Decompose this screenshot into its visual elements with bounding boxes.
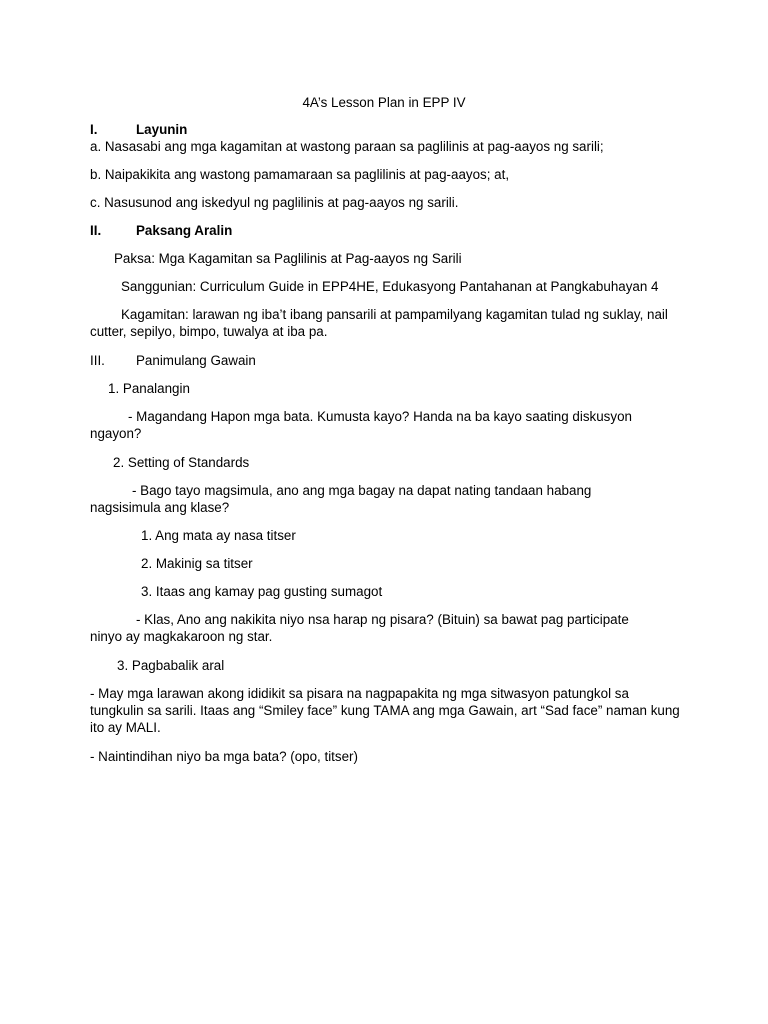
section-2-heading: Paksang Aralin: [136, 223, 233, 238]
balik-aral-text: - May mga larawan akong ididikit sa pisara na nagpapakita ng mga sitwasyon patungkol sa tungkulin sa sarili. Itaas ang “Smiley face” kung TAMA ang mga Gawain, art “Sad face” naman kung ito ay MALI.: [90, 686, 680, 735]
section-1-header: [90, 121, 187, 138]
final-text: - Naintindihan niyo ba mga bata? (opo, titser): [90, 749, 358, 764]
section-3-numeral: III.: [90, 353, 105, 368]
section-1-numeral: I.: [90, 122, 98, 137]
objective-b: b. Naipakikita ang wastong pamamaraan sa paglilinis at pag-aayos; at,: [90, 167, 510, 182]
standards-text: - Bago tayo magsimula, ano ang mga bagay na dapat nating tandaan habang nagsisimula ang klase?: [90, 483, 592, 515]
rule-1: 1. Ang mata ay nasa titser: [141, 528, 296, 543]
section-2-numeral: II.: [90, 223, 102, 238]
panalangin-text: - Magandang Hapon mga bata. Kumusta kayo? Handa na ba kayo saating diskusyon ngayon?: [90, 409, 632, 441]
panalangin-item: 1. Panalangin: [108, 381, 190, 396]
page-title: 4A’s Lesson Plan in EPP IV: [302, 95, 466, 110]
balik-aral-item: 3. Pagbabalik aral: [117, 658, 225, 673]
section-3-header: [90, 352, 256, 369]
objective-a: a. Nasasabi ang mga kagamitan at wastong paraan sa paglilinis at pag-aayos ng sarili;: [90, 139, 604, 154]
sanggunian-line: Sanggunian: Curriculum Guide in EPP4HE, Edukasyong Pantahanan at Pangkabuhayan 4: [121, 279, 659, 294]
klas-text: - Klas, Ano ang nakikita niyo nsa harap ng pisara? (Bituin) sa bawat pag participate ninyo ay magkakaroon ng star.: [90, 612, 629, 644]
kagamitan-line: Kagamitan: larawan ng iba’t ibang pansarili at pampamilyang kagamitan tulad ng suklay, nail cutter, sepilyo, bimpo, tuwalya at iba pa.: [90, 307, 668, 339]
section-3-heading: Panimulang Gawain: [136, 353, 256, 368]
rule-2: 2. Makinig sa titser: [141, 556, 253, 571]
rule-3: 3. Itaas ang kamay pag gusting sumagot: [141, 584, 383, 599]
section-2-header: [90, 222, 232, 239]
paksa-line: Paksa: Mga Kagamitan sa Paglilinis at Pag-aayos ng Sarili: [114, 251, 462, 266]
section-1-heading: Layunin: [136, 122, 188, 137]
standards-item: 2. Setting of Standards: [113, 455, 250, 470]
objective-c: c. Nasusunod ang iskedyul ng paglilinis at pag-aayos ng sarili.: [90, 195, 459, 210]
